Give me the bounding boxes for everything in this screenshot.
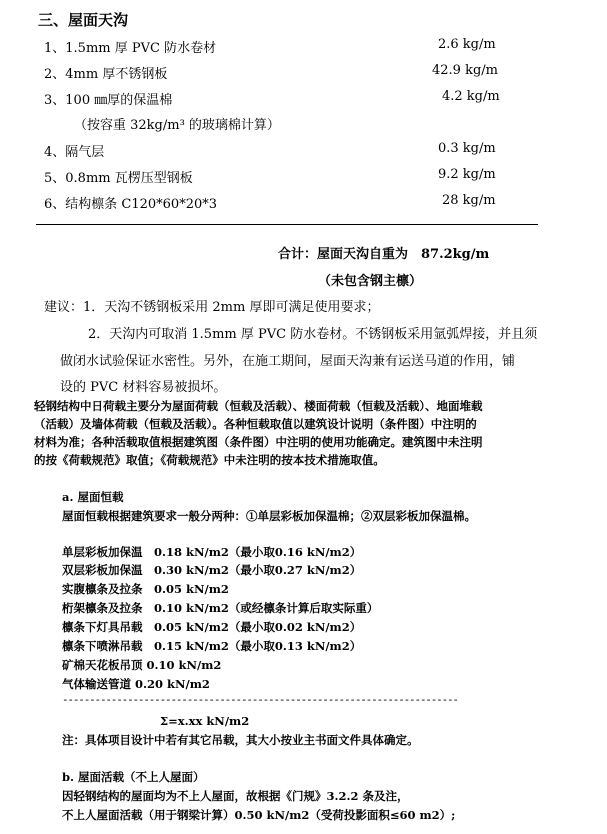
- live-load-line: 因轻钢结构的屋面均为不上人屋面，故根据《门规》3.2.2 条及注，: [62, 789, 409, 803]
- intro-line: 材料为准；各种活载取值根据建筑图（条件图）中注明的使用功能确定。建筑图中未注明: [34, 435, 483, 449]
- suggestion-line: 设的 PVC 材料容易被损坏。: [60, 380, 227, 395]
- divider: [36, 224, 538, 225]
- dead-load-row: 檩条下喷淋吊载 0.15 kN/m2（最小取0.13 kN/m2）: [62, 639, 362, 653]
- suggestion-line: 2．天沟内可取消 1.5mm 厚 PVC 防水卷材。不锈钢板采用氩弧焊接，并且须: [88, 327, 538, 342]
- item-value: 2.6 kg/m: [438, 37, 496, 52]
- dead-load-heading: a. 屋面恒载: [62, 490, 124, 504]
- intro-line: （活载）及墙体荷载（恒载及活载）。各种恒载取值以建筑设计说明（条件图）中注明的: [34, 417, 477, 431]
- item-label: 1、1.5mm 厚 PVC 防水卷材: [44, 41, 217, 56]
- intro-line: 的按《荷载规范》取值；《荷载规范》中未注明的按本技术措施取值。: [34, 453, 385, 467]
- item-label: 6、结构檩条 C120*60*20*3: [44, 197, 218, 212]
- dead-load-row: 双层彩板加保温 0.30 kN/m2（最小取0.27 kN/m2）: [62, 563, 362, 577]
- suggestion-line: 做闭水试验保证水密性。另外，在施工期间，屋面天沟兼有运送马道的作用，铺: [60, 354, 516, 369]
- dead-load-row: 檩条下灯具吊载 0.05 kN/m2（最小取0.02 kN/m2）: [62, 620, 362, 634]
- item-label: 5、0.8mm 瓦楞压型钢板: [44, 171, 193, 186]
- item-value: 42.9 kg/m: [432, 63, 498, 78]
- intro-line: 轻钢结构中日荷载主要分为屋面荷载（恒载及活载）、楼面荷载（恒载及活载）、地面堆载: [34, 399, 483, 413]
- dead-load-sum: Σ=x.xx kN/m2: [160, 714, 250, 728]
- item-value: 0.3 kg/m: [438, 141, 496, 156]
- dead-load-row: 桁架檩条及拉条 0.10 kN/m2（或经檩条计算后取实际重）: [62, 601, 379, 615]
- dead-load-row: 气体输送管道 0.20 kN/m2: [62, 677, 210, 691]
- dead-load-row: 实腹檩条及拉条 0.05 kN/m2: [62, 582, 229, 596]
- dead-load-desc: 屋面恒载根据建筑要求一般分两种：①单层彩板加保温棉；②双层彩板加保温棉。: [62, 509, 476, 523]
- suggestion-line: 建议：1．天沟不锈钢板采用 2mm 厚即可满足使用要求；: [44, 300, 380, 315]
- item-label: 2、4mm 厚不锈钢板: [44, 67, 168, 82]
- dead-load-row: 单层彩板加保温 0.18 kN/m2（最小取0.16 kN/m2）: [62, 545, 362, 559]
- item-label: 3、100 ㎜厚的保温棉: [44, 93, 173, 108]
- item-value: 28 kg/m: [442, 193, 496, 208]
- section-title: 三、屋面天沟: [38, 11, 129, 29]
- item-value: 4.2 kg/m: [442, 89, 500, 104]
- live-load-heading: b. 屋面活载（不上人屋面）: [62, 770, 205, 784]
- dash-line: -------------------------------------------------------------------------: [62, 693, 458, 706]
- item-value: 9.2 kg/m: [438, 167, 496, 182]
- total-line: 合计：屋面天沟自重为 87.2kg/m: [278, 247, 490, 262]
- item-note: （按容重 32kg/m³ 的玻璃棉计算）: [74, 118, 280, 133]
- total-note: （未包含钢主檩）: [318, 274, 423, 289]
- item-label: 4、隔气层: [44, 145, 105, 160]
- dead-load-note: 注：具体项目设计中若有其它吊载，其大小按业主书面文件具体确定。: [62, 733, 419, 747]
- live-load-line: 不上人屋面活载（用于钢梁计算）0.50 kN/m2（受荷投影面积≤60 m2）;: [62, 808, 456, 822]
- dead-load-row: 矿棉天花板吊顶 0.10 kN/m2: [62, 658, 222, 672]
